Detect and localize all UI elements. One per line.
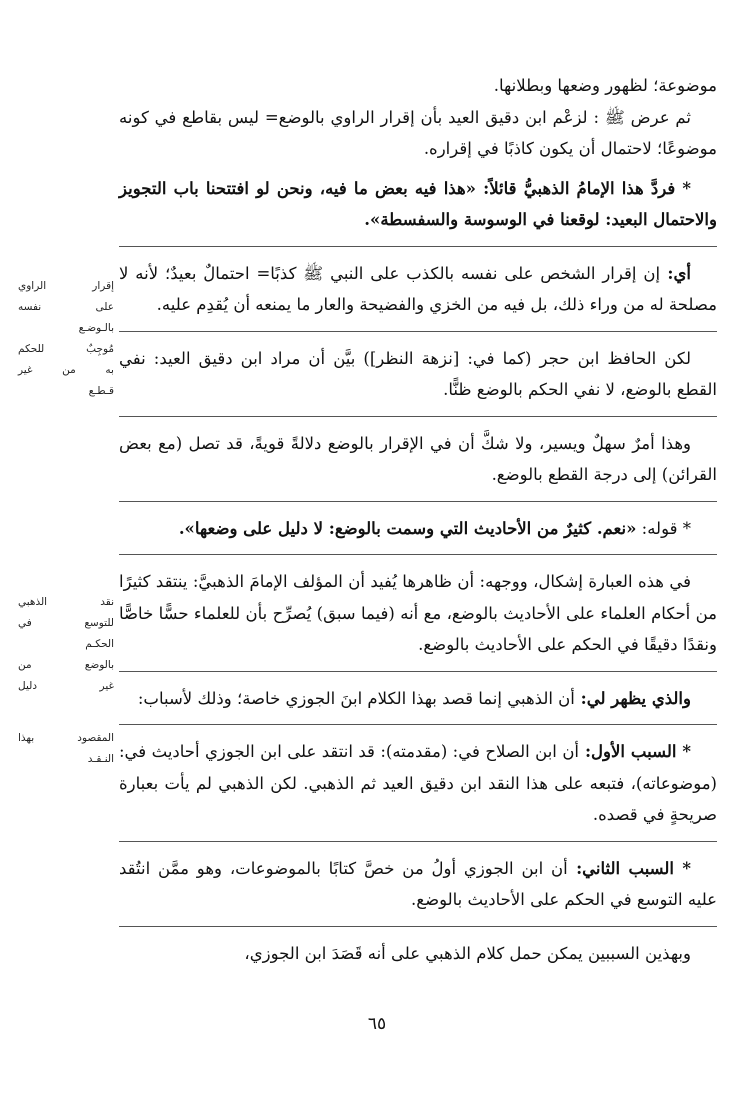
margin-note-line: على نفسه [18,301,114,313]
paragraph-text: إن إقرار الشخص على نفسه بالكذب على النبي ﷺ كذبًا= احتمالٌ بعيدٌ؛ لأنه لا مصلحة له من وراء ذلك، بل فيه من الخزي والفضيحة والعار ما يمنعه أن يُقدِم عليه. [119,263,717,314]
paragraph-6: وهذا أمرٌ سهلٌ ويسير، ولا شكَّ أن في الإقرار بالوضع دلالةً قويةً، قد تصل (مع بعض القرائن) إلى درجة القطع بالوضع. [119,433,717,484]
margin-note-line: قـطـع [88,385,114,397]
lead-term: * قوله: [636,518,691,538]
margin-note-2 [18,592,114,697]
paragraph-text: أن ابن الجوزي أولُ من خصَّ كتابًا بالموضوعات، وهو ممَّن انتُقد عليه التوسع في الحكم على الأحاديث بالوضع. [119,858,717,909]
margin-note-1 [18,276,114,402]
section-divider [119,246,717,247]
margin-note-line: به من غير [18,364,114,376]
section-divider [119,671,717,672]
margin-note-line: النـقـد [87,753,114,765]
section-divider [119,841,717,842]
paragraph-4 [119,258,717,321]
lead-term: * السبب الأول: [579,742,691,761]
lead-term: * السبب الثاني: [567,858,691,878]
paragraph-2: ثم عرض ﷺ : لزعْم ابن دقيق العيد بأن إقرار الراوي بالوضع= ليس بقاطع في كونه موضوعًا؛ لاحتمال أن يكون كاذبًا في إقراره. [119,107,717,158]
paragraph-text: أن الذهبي إنما قصد بهذا الكلام ابنَ الجوزي خاصة؛ وذلك لأسباب: [137,688,575,708]
paragraph-1: موضوعة؛ لظهور وضعها وبطلانها. [493,76,717,95]
section-divider [119,554,717,555]
paragraph-10 [119,736,717,831]
section-divider [119,926,717,927]
paragraph-3-quote: * فردَّ هذا الإمامُ الذهبيُّ قائلاً: «هذا فيه بعض ما فيه، ونحن لو افتتحنا باب التجويز والاحتمال البعيد: لوقعنا في الوسوسة والسفسطة». [119,178,717,229]
margin-note-line: المقصود بهذا [18,732,114,744]
margin-note-line: غير دليل [18,680,114,692]
paragraph-8: في هذه العبارة إشكال، ووجهه: أن ظاهرها يُفيد أن المؤلف الإمامَ الذهبيَّ: ينتقد كثيرًا من أحكام العلماء على الأحاديث بالوضع، مع أنه (فيما سبق) يُصرِّح بأن للعلماء حسًّا خاصًّا ونقدًا دقيقًا في الحكم على الأحاديث بالوضع. [119,572,717,654]
margin-note-3 [18,728,114,770]
paragraph-text: أن ابن الصلاح في: (مقدمته): قد انتقد على ابن الجوزي أحاديث في: (موضوعاته)، فتبعه على هذا النقد ابن دقيق العيد ثم الذهبي. لكن الذهبي لم يأت بعبارة صريحةٍ في قصده. [119,742,717,824]
margin-note-line: بالـوضـع [78,322,114,334]
margin-note-line: إقرار الراوي [18,280,114,292]
section-divider [119,416,717,417]
lead-term: والذي يظهر لي: [574,688,691,708]
margin-note-line: نقد الذهبي [18,596,114,608]
margin-note-line: الحكـم [85,638,114,650]
section-divider [119,724,717,725]
section-divider [119,501,717,502]
paragraph-5: لكن الحافظ ابن حجر (كما في: [نزهة النظر]) بيَّن أن مراد ابن دقيق العيد: نفي القطع بالوضع، لا نفي الحكم بالوضع ظنًّا. [119,348,717,399]
main-text [119,70,717,969]
quoted-statement: «نعم. كثيرٌ من الأحاديث التي وسمت بالوضع: لا دليل على وضعها». [178,518,637,538]
page-number: ٦٥ [367,1014,387,1034]
paragraph-11 [119,853,717,916]
section-divider [119,331,717,332]
lead-term: أي: [660,263,691,283]
margin-note-line: مُوجِبٌ للحكم [18,343,114,355]
margin-note-line: للتوسع في [18,617,114,629]
margin-note-line: بالوضع من [18,659,114,671]
paragraph-12: وبهذين السببين يمكن حمل كلام الذهبي على أنه قَصَدَ ابن الجوزي، [244,943,691,963]
paragraph-9 [119,683,717,715]
paragraph-7 [119,513,717,545]
